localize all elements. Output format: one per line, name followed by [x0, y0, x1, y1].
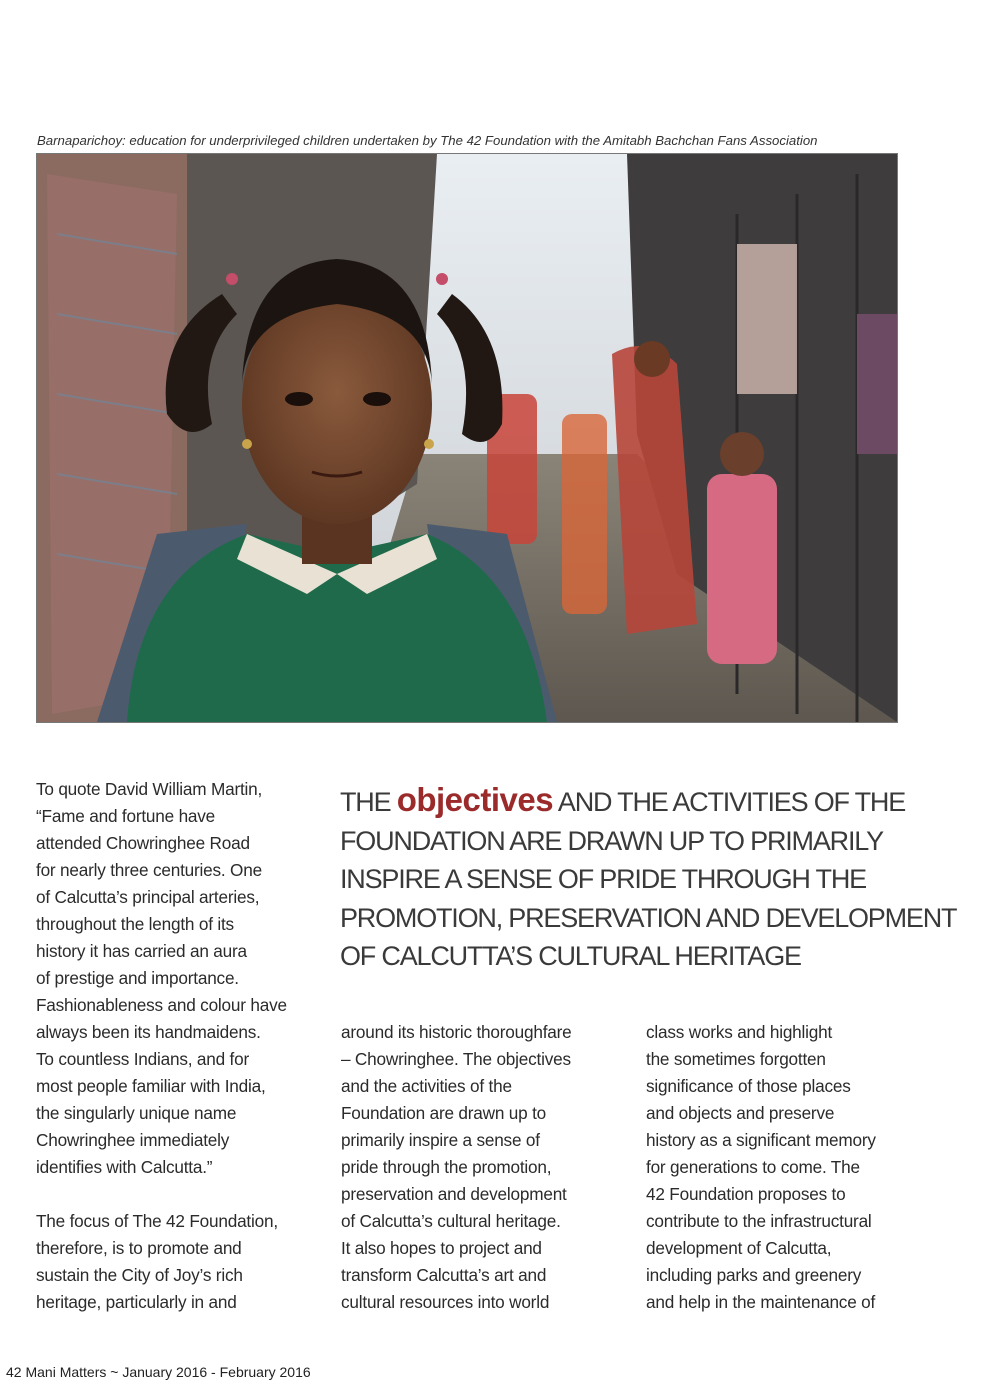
text-line: significance of those places [646, 1076, 851, 1096]
pull-quote-emphasis: objectives [396, 781, 554, 818]
text-line: pride through the promotion, [341, 1157, 552, 1177]
text-line: always been its handmaidens. [36, 1022, 261, 1042]
column1-paragraph-1 [36, 776, 306, 1181]
column3-paragraph [646, 1019, 906, 1316]
text-line: of Calcutta’s cultural heritage. [341, 1211, 561, 1231]
text-line: and help in the maintenance of [646, 1292, 876, 1312]
text-line: Foundation are drawn up to [341, 1103, 547, 1123]
body-column-1 [36, 776, 306, 1316]
pull-quote-first-line [340, 781, 940, 822]
pull-quote [340, 781, 957, 976]
text-line: therefore, is to promote and [36, 1238, 242, 1258]
text-line: for generations to come. The [646, 1157, 860, 1177]
body-column-3 [646, 1019, 906, 1316]
text-line: for nearly three centuries. One [36, 860, 262, 880]
text-line: heritage, particularly in and [36, 1292, 237, 1312]
text-line: preservation and development [341, 1184, 567, 1204]
pull-quote-line: OF CALCUTTA’S CULTURAL HERITAGE [340, 941, 801, 971]
text-line: of prestige and importance. [36, 968, 239, 988]
text-line: the sometimes forgotten [646, 1049, 826, 1069]
text-line: To countless Indians, and for [36, 1049, 249, 1069]
text-line: sustain the City of Joy’s rich [36, 1265, 243, 1285]
text-line: including parks and greenery [646, 1265, 862, 1285]
text-line: contribute to the infrastructural [646, 1211, 872, 1231]
text-line: Chowringhee immediately [36, 1130, 230, 1150]
text-line: The focus of The 42 Foundation, [36, 1211, 278, 1231]
text-line: around its historic thoroughfare [341, 1022, 572, 1042]
text-line: most people familiar with India, [36, 1076, 266, 1096]
text-line: development of Calcutta, [646, 1238, 832, 1258]
column2-paragraph [341, 1019, 601, 1316]
body-column-2 [341, 1019, 601, 1316]
text-line: cultural resources into world [341, 1292, 550, 1312]
text-line: It also hopes to project and [341, 1238, 542, 1258]
photo-caption: Barnaparichoy: education for underprivileged children undertaken by The 42 Foundation with the Amitabh Bachchan Fans Association [37, 133, 818, 148]
text-line: and the activities of the [341, 1076, 512, 1096]
text-line: attended Chowringhee Road [36, 833, 250, 853]
text-line: of Calcutta’s principal arteries, [36, 887, 260, 907]
text-line: history as a significant memory [646, 1130, 876, 1150]
text-line: “Fame and fortune have [36, 806, 216, 826]
text-line: identifies with Calcutta.” [36, 1157, 213, 1177]
pull-quote-suffix: AND THE ACTIVITIES OF THE [553, 787, 906, 817]
text-line: class works and highlight [646, 1022, 833, 1042]
text-line: history it has carried an aura [36, 941, 247, 961]
column1-paragraph-2 [36, 1208, 306, 1316]
pull-quote-line: PROMOTION, PRESERVATION AND DEVELOPMENT [340, 902, 957, 933]
text-line: To quote David William Martin, [36, 779, 263, 799]
page-footer: 42 Mani Matters ~ January 2016 - February 2016 [6, 1364, 311, 1380]
text-line: throughout the length of its [36, 914, 234, 934]
text-line: the singularly unique name [36, 1103, 237, 1123]
text-line: Fashionableness and colour have [36, 995, 287, 1015]
text-line: and objects and preserve [646, 1103, 835, 1123]
photo-girl-in-alley [36, 153, 898, 723]
pull-quote-line: INSPIRE A SENSE OF PRIDE THROUGH THE [340, 864, 866, 894]
pull-quote-prefix: THE [340, 787, 397, 817]
text-line: – Chowringhee. The objectives [341, 1049, 571, 1069]
text-line: transform Calcutta’s art and [341, 1265, 547, 1285]
pull-quote-line: FOUNDATION ARE DRAWN UP TO PRIMARILY [340, 825, 883, 856]
text-line: primarily inspire a sense of [341, 1130, 540, 1150]
text-line: 42 Foundation proposes to [646, 1184, 846, 1204]
